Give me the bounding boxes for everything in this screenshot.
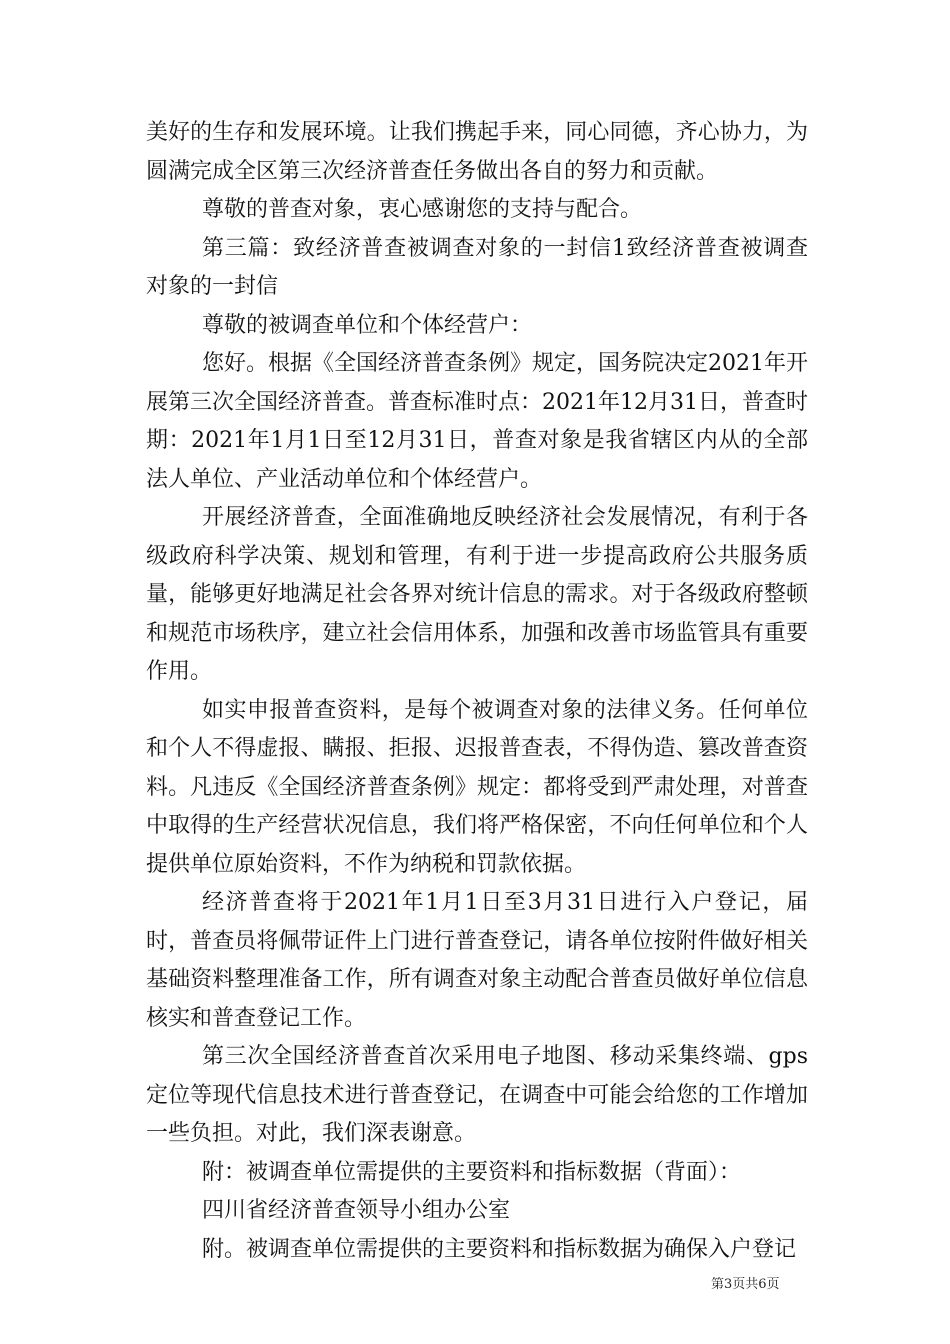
paragraph-5: 您好。根据《全国经济普查条例》规定，国务院决定2021年开展第三次全国经济普查。普查标准时点：2021年12月31日，普查时期：2021年1月1日至12月31日，普查对象是我省辖区内从的全部法人单位、产业活动单位和个体经营户。: [146, 351, 808, 492]
paragraph-12: 附。被调查单位需提供的主要资料和指标数据为确保入户登记: [202, 1236, 797, 1262]
paragraph-8: 经济普查将于2021年1月1日至3月31日进行入户登记，届时，普查员将佩带证件上门进行普查登记，请各单位按附件做好相关基础资料整理准备工作，所有调查对象主动配合普查员做好单位信息核实和普查登记工作。: [146, 890, 808, 1031]
document-body: [146, 114, 808, 1269]
salutation: 尊敬的被调查单位和个体经营户：: [202, 312, 533, 338]
paragraph-1: 美好的生存和发展环境。让我们携起手来，同心同德，齐心协力，为圆满完成全区第三次经济普查任务做出各自的努力和贡献。: [146, 120, 808, 184]
paragraph-2: 尊敬的普查对象，衷心感谢您的支持与配合。: [202, 197, 643, 222]
page-number: 第3页共6页: [711, 1277, 780, 1292]
section-heading: 第三篇：致经济普查被调查对象的一封信1致经济普查被调查对象的一封信: [146, 235, 808, 299]
signature-office: 四川省经济普查领导小组办公室: [202, 1198, 511, 1223]
paragraph-6: 开展经济普查，全面准确地反映经济社会发展情况，有利于各级政府科学决策、规划和管理，有利于进一步提高政府公共服务质量，能够更好地满足社会各界对统计信息的需求。对于各级政府整顿和规范市场秩序，建立社会信用体系，加强和改善市场监管具有重要作用。: [146, 505, 808, 684]
paragraph-9: 第三次全国经济普查首次采用电子地图、移动采集终端、gps定位等现代信息技术进行普查登记，在调查中可能会给您的工作增加一些负担。对此，我们深表谢意。: [146, 1044, 808, 1146]
paragraph-7: 如实申报普查资料，是每个被调查对象的法律义务。任何单位和个人不得虚报、瞒报、拒报、迟报普查表，不得伪造、篡改普查资料。凡违反《全国经济普查条例》规定：都将受到严肃处理，对普查中取得的生产经营状况信息，我们将严格保密，不向任何单位和个人提供单位原始资料，不作为纳税和罚款依据。: [146, 697, 808, 877]
attachment-note: 附：被调查单位需提供的主要资料和指标数据（背面）：: [202, 1159, 742, 1185]
